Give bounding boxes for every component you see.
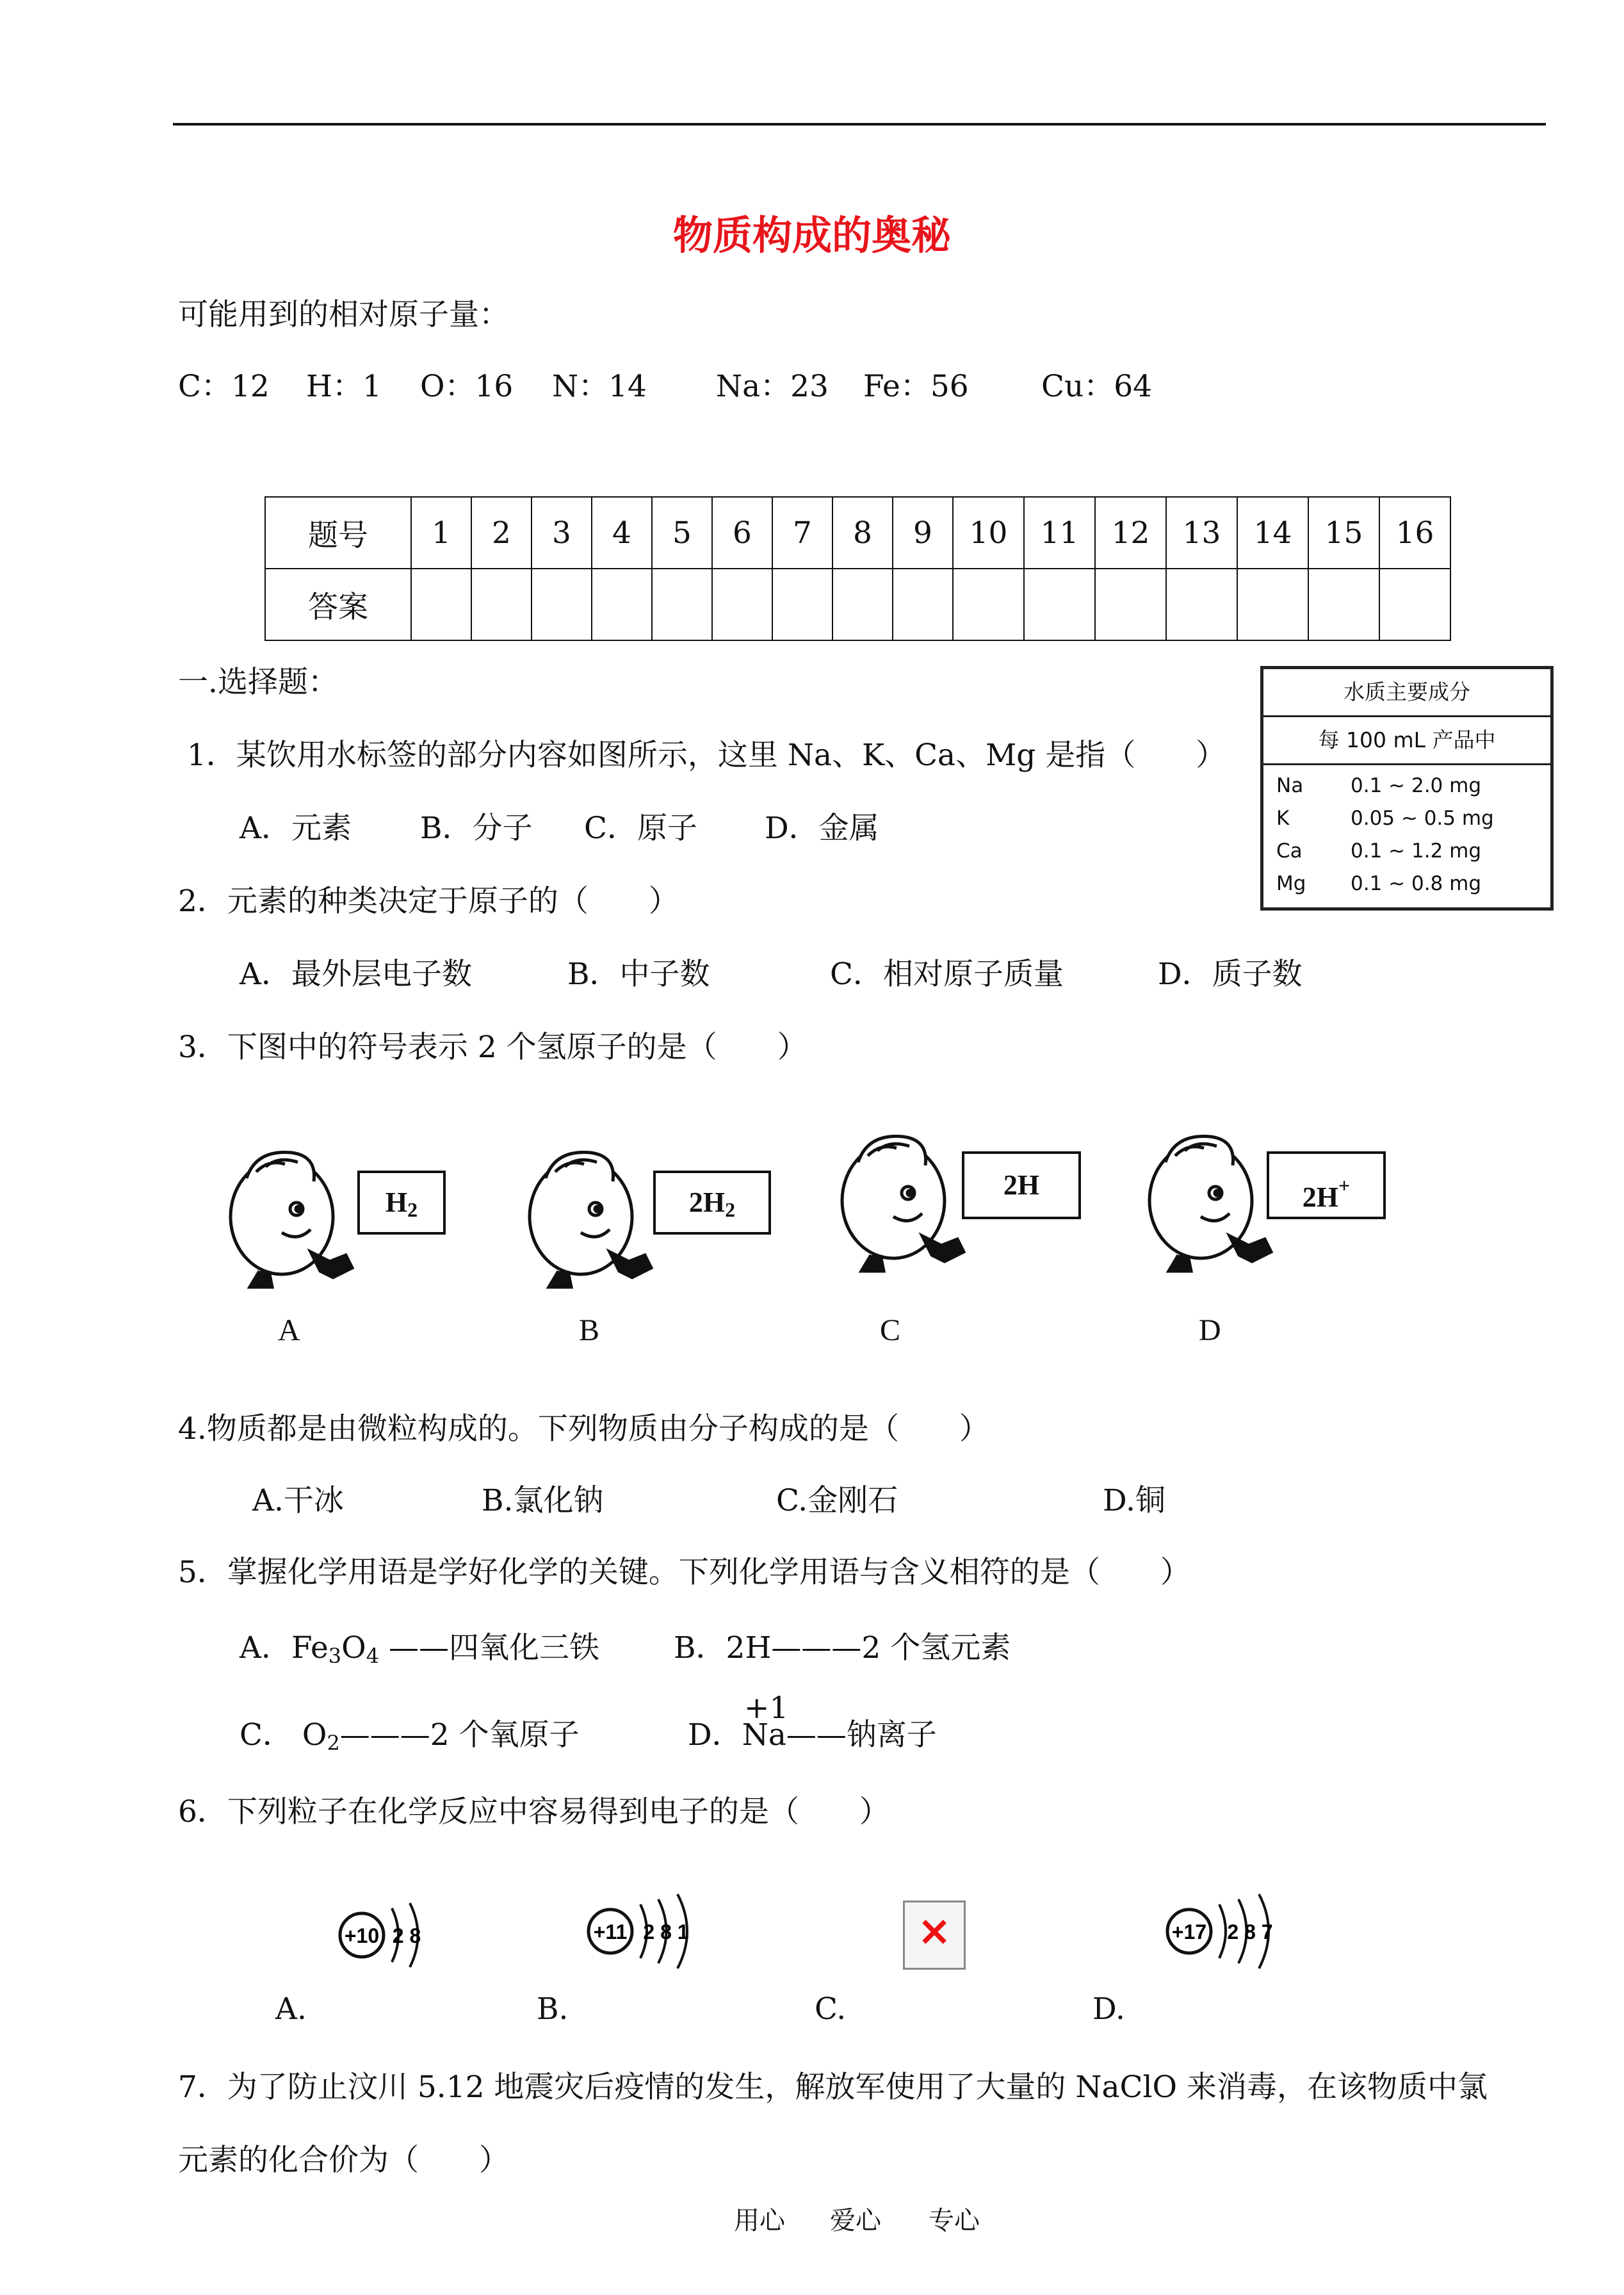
- answer-table-number: 1: [411, 497, 471, 569]
- q5-option-a-sub2: 4: [366, 1644, 380, 1668]
- answer-cell[interactable]: [712, 569, 772, 640]
- answer-cell[interactable]: [772, 569, 832, 640]
- q3-figure-b-sub: 2: [725, 1198, 736, 1221]
- q6-option-c[interactable]: C.: [815, 1991, 847, 2027]
- answer-table-number: 6: [712, 497, 772, 569]
- answer-cell[interactable]: [1237, 569, 1308, 640]
- water-label-element: Na: [1276, 774, 1304, 797]
- answer-cell[interactable]: [532, 569, 592, 640]
- footer-motto-1: 用心: [734, 2206, 785, 2235]
- atomic-mass-cu: Cu：64: [1041, 369, 1153, 404]
- answer-cell[interactable]: [953, 569, 1024, 640]
- q3-figure-c-main: 2H: [1003, 1169, 1040, 1201]
- q4-option-a[interactable]: A.干冰: [252, 1483, 344, 1518]
- q5-option-d-prefix: D．: [688, 1717, 742, 1753]
- water-label-figure: [1260, 666, 1554, 911]
- q3-figure-a-main: H: [385, 1187, 408, 1218]
- q6-stem: 6．下列粒子在化学反应中容易得到电子的是（ ）: [178, 1794, 889, 1829]
- q5-option-a[interactable]: [240, 1630, 600, 1668]
- q5-option-a-mid: O: [341, 1630, 366, 1666]
- answer-table-answer-row: [265, 569, 1450, 640]
- q7-stem-line2: 元素的化合价为（ ）: [178, 2143, 509, 2178]
- answer-cell[interactable]: [652, 569, 712, 640]
- answer-table-number: 3: [532, 497, 592, 569]
- answer-cell[interactable]: [411, 569, 471, 640]
- answer-table-number: 9: [893, 497, 953, 569]
- section-heading: 一.选择题：: [178, 665, 338, 700]
- atomic-mass-n: N：14: [552, 369, 647, 404]
- q2-option-b[interactable]: B．中子数: [567, 957, 710, 992]
- atomic-mass-na: Na：23: [716, 369, 829, 404]
- water-label-row: [1263, 769, 1550, 802]
- answer-table-number: 8: [832, 497, 893, 569]
- q2-option-d[interactable]: D．质子数: [1158, 957, 1303, 992]
- q3-figure-d-formula: [1267, 1151, 1386, 1219]
- answer-table-number: 13: [1166, 497, 1237, 569]
- atomic-mass-fe: Fe：56: [863, 369, 969, 404]
- q5-option-c[interactable]: [240, 1717, 580, 1755]
- q6-atom-a-nucleus: +10: [344, 1924, 380, 1947]
- q3-figure-b-main: 2H: [688, 1187, 726, 1218]
- q6-atom-d-shells: 2 8 7: [1227, 1920, 1273, 1943]
- atomic-mass-c: C：12: [178, 369, 270, 404]
- q1-option-d[interactable]: D．金属: [765, 811, 879, 846]
- q3-figure-c-formula: [962, 1151, 1081, 1219]
- answer-table-header-number: 题号: [265, 497, 411, 569]
- q5-option-c-sub: 2: [327, 1731, 340, 1755]
- answer-table-number: 15: [1308, 497, 1379, 569]
- answer-table-number: 2: [471, 497, 532, 569]
- q5-option-d-suffix: ——钠离子: [786, 1717, 937, 1753]
- q6-missing-image: [903, 1901, 966, 1970]
- q5-option-d-charge: +1: [744, 1691, 789, 1726]
- q6-atom-a-shells: 2 8: [392, 1924, 421, 1947]
- footer-motto-2: 爱心: [830, 2206, 881, 2235]
- q5-stem: 5．掌握化学用语是学好化学的关键。下列化学用语与含义相符的是（ ）: [178, 1555, 1190, 1590]
- water-label-element: Mg: [1276, 872, 1306, 895]
- q3-figure-b-cartoon: [520, 1133, 674, 1293]
- q6-option-a[interactable]: A.: [275, 1991, 307, 2027]
- answer-cell[interactable]: [1166, 569, 1237, 640]
- q2-option-c[interactable]: C．相对原子质量: [830, 957, 1064, 992]
- q3-figure-a-formula: [357, 1171, 446, 1235]
- q3-figure-b-letter[interactable]: B: [579, 1313, 600, 1347]
- footer-motto-3: 专心: [929, 2206, 980, 2235]
- q3-figure-a-cartoon: [221, 1133, 375, 1293]
- q3-figure-c-letter[interactable]: C: [880, 1313, 901, 1347]
- water-label-element: K: [1276, 807, 1290, 830]
- q6-atom-d-diagram: [1160, 1889, 1314, 1972]
- q3-figure-b-formula: [653, 1171, 771, 1235]
- water-label-value: 0.1 ~ 1.2 mg: [1351, 839, 1482, 863]
- q1-option-b[interactable]: B．分子: [420, 811, 533, 846]
- q1-stem: 1．某饮用水标签的部分内容如图所示，这里 Na、K、Ca、Mg 是指（ ）: [187, 738, 1226, 773]
- answer-cell[interactable]: [1308, 569, 1379, 640]
- answer-cell[interactable]: [832, 569, 893, 640]
- answer-cell[interactable]: [471, 569, 532, 640]
- atomic-mass-h: H：1: [306, 369, 382, 404]
- answer-table-number: 4: [592, 497, 652, 569]
- q3-figure-d-letter[interactable]: D: [1199, 1313, 1221, 1347]
- broken-image-icon: ×: [917, 1908, 952, 1955]
- water-label-element: Ca: [1276, 839, 1303, 863]
- q5-option-a-prefix: A．Fe: [240, 1630, 329, 1666]
- q1-option-a[interactable]: A．元素: [240, 811, 352, 846]
- q6-option-b[interactable]: B.: [537, 1991, 569, 2027]
- q6-atom-a-diagram: [333, 1895, 455, 1972]
- q3-figure-d-main: 2H: [1302, 1181, 1338, 1213]
- q2-option-a[interactable]: A．最外层电子数: [240, 957, 472, 992]
- answer-table-number: 5: [652, 497, 712, 569]
- answer-table-number-row: [265, 497, 1450, 569]
- water-label-row: [1263, 834, 1550, 867]
- q5-option-d[interactable]: [688, 1717, 937, 1753]
- answer-table-header-answer: 答案: [265, 569, 411, 640]
- water-label-value: 0.1 ~ 0.8 mg: [1351, 872, 1482, 895]
- water-label-row: [1263, 802, 1550, 834]
- q4-option-b[interactable]: B.氯化钠: [482, 1483, 604, 1518]
- q6-atom-b-diagram: [581, 1889, 722, 1972]
- water-label-value: 0.1 ~ 2.0 mg: [1351, 774, 1482, 797]
- q1-option-c[interactable]: C．原子: [584, 811, 697, 846]
- q3-figure-a-letter[interactable]: A: [278, 1313, 300, 1347]
- water-label-subtitle: 每 100 mL 产品中: [1263, 717, 1550, 765]
- q5-option-b[interactable]: B．2H———2 个氢元素: [674, 1630, 1011, 1666]
- answer-table-number: 14: [1237, 497, 1308, 569]
- q3-stem: 3．下图中的符号表示 2 个氢原子的是（ ）: [178, 1030, 808, 1065]
- answer-table-number: 12: [1095, 497, 1166, 569]
- water-label-value: 0.05 ~ 0.5 mg: [1351, 807, 1494, 830]
- answer-table-number: 10: [953, 497, 1024, 569]
- water-label-row: [1263, 867, 1550, 900]
- q6-atom-d-nucleus: +17: [1171, 1920, 1207, 1943]
- q2-stem: 2．元素的种类决定于原子的（ ）: [178, 884, 679, 919]
- answer-cell[interactable]: [1095, 569, 1166, 640]
- answer-table-number: 7: [772, 497, 832, 569]
- answer-cell[interactable]: [592, 569, 652, 640]
- atomic-mass-o: O：16: [420, 369, 514, 404]
- q4-option-c[interactable]: C.金刚石: [776, 1483, 898, 1518]
- q5-option-c-suffix: ———2 个氧原子: [339, 1717, 580, 1753]
- answer-cell[interactable]: [1379, 569, 1450, 640]
- q3-figure-d-sup: +: [1338, 1174, 1351, 1197]
- atomic-mass-heading: 可能用到的相对原子量：: [178, 297, 509, 332]
- q6-option-d[interactable]: D.: [1092, 1991, 1125, 2027]
- answer-table-number: 11: [1024, 497, 1095, 569]
- header-rule: [173, 123, 1546, 126]
- q5-option-a-suffix: ——四氧化三铁: [379, 1630, 600, 1666]
- q4-option-d[interactable]: D.铜: [1103, 1483, 1165, 1518]
- answer-table-number: 16: [1379, 497, 1450, 569]
- answer-cell[interactable]: [893, 569, 953, 640]
- q4-stem: 4.物质都是由微粒构成的。下列物质由分子构成的是（ ）: [178, 1411, 989, 1447]
- q7-stem-line1: 7．为了防止汶川 5.12 地震灾后疫情的发生，解放军使用了大量的 NaClO 来消毒，在该物质中氯: [178, 2070, 1488, 2105]
- page-title: 物质构成的奥秘: [672, 212, 951, 259]
- answer-cell[interactable]: [1024, 569, 1095, 640]
- q6-atom-b-shells: 2 8 1: [643, 1920, 689, 1943]
- answer-table: [264, 496, 1451, 641]
- water-label-title: 水质主要成分: [1263, 669, 1550, 717]
- q5-option-d-element: Na: [742, 1717, 786, 1753]
- q5-option-a-sub1: 3: [328, 1644, 342, 1668]
- q3-figure-a-sub: 2: [407, 1198, 418, 1221]
- q6-atom-b-nucleus: +11: [593, 1920, 628, 1943]
- q5-option-c-prefix: C． O: [240, 1717, 327, 1753]
